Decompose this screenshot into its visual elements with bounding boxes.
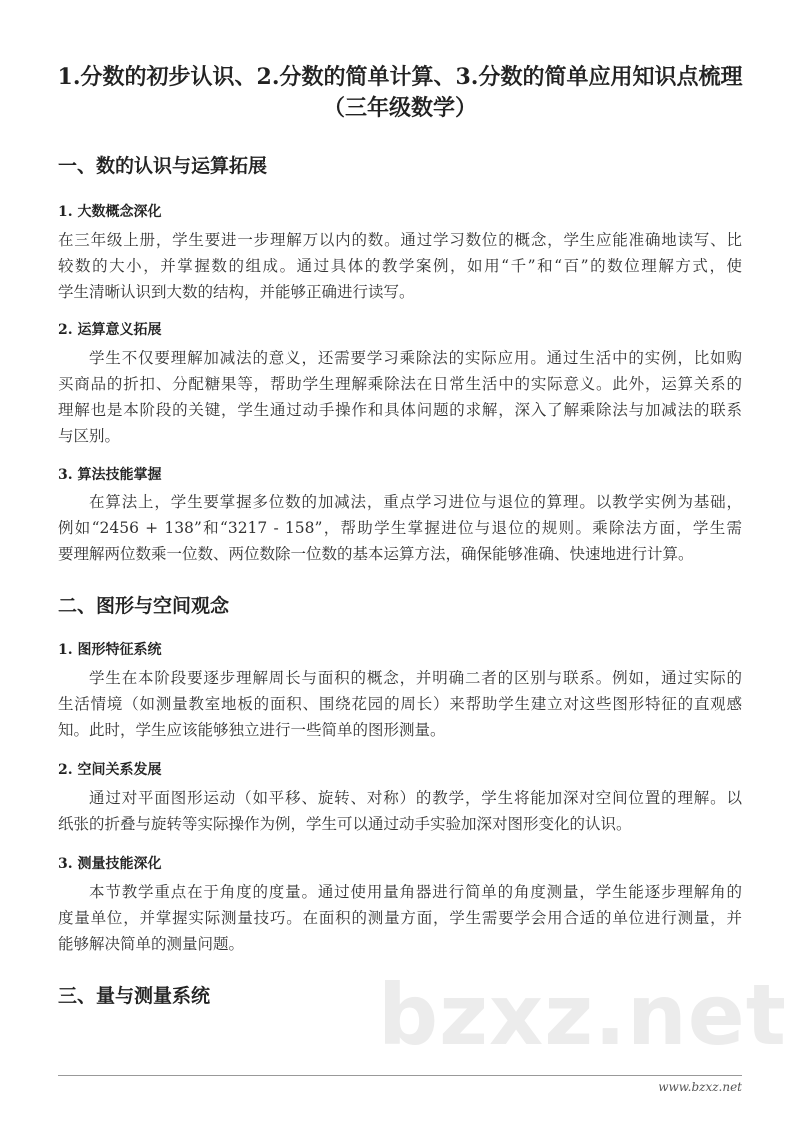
paragraph [58,879,742,957]
paragraph-line: 要理解两位数乘一位数、两位数除一位数的基本运算方法，确保能够准确、快速地进行计算。 [58,545,694,563]
paragraph-line: 通过对平面图形运动（如平移、旋转、对称）的教学，学生将能加深对空间位置的理解。以 [89,789,742,807]
paragraph-line: 理解也是本阶段的关键，学生通过动手操作和具体问题的求解，深入了解乘除法与加减法的联系 [58,401,742,419]
paragraph-line: 买商品的折扣、分配糖果等，帮助学生理解乘除法在日常生活中的实际意义。此外，运算关系的 [58,375,742,393]
subsection-heading: 2. 空间关系发展 [58,762,162,778]
document-subtitle: （三年级数学） [322,95,477,121]
paragraph-line: 与区别。 [58,427,121,445]
section-heading: 三、量与测量系统 [58,985,211,1007]
paragraph-line: 纸张的折叠与旋转等实际操作为例，学生可以通过动手实验加深对图形变化的认识。 [58,815,632,833]
paragraph-line: 本节教学重点在于角度的度量。通过使用量角器进行简单的角度测量，学生能逐步理解角的 [89,883,742,901]
paragraph [58,665,742,743]
subsection-heading: 1. 图形特征系统 [58,642,162,658]
paragraph-line: 学生不仅要理解加减法的意义，还需要学习乘除法的实际应用。通过生活中的实例，比如购 [89,349,742,367]
subsection-heading: 1. 大数概念深化 [58,204,162,220]
paragraph-line: 例如“2456 + 138”和“3217 - 158”，帮助学生掌握进位与退位的规则。乘除法方面，学生需 [58,519,742,537]
section-heading: 二、图形与空间观念 [58,595,230,617]
footer-divider [58,1075,742,1076]
paragraph-line: 知。此时，学生应该能够独立进行一些简单的图形测量。 [58,721,446,739]
paragraph [58,785,742,837]
footer-url: www.bzxz.net [658,1080,742,1094]
subsection-heading: 3. 算法技能掌握 [58,467,162,483]
paragraph [58,227,742,305]
paragraph-line: 学生在本阶段要逐步理解周长与面积的概念，并明确二者的区别与联系。例如，通过实际的 [89,669,742,687]
watermark-logo: bzxz.net [378,966,787,1064]
paragraph-line: 能够解决简单的测量问题。 [58,935,245,953]
paragraph-line: 在三年级上册，学生要进一步理解万以内的数。通过学习数位的概念，学生应能准确地读写、比 [58,231,742,249]
document-title: 1.分数的初步认识、2.分数的简单计算、3.分数的简单应用知识点梳理 [57,64,743,90]
section-heading: 一、数的认识与运算拓展 [58,155,268,177]
paragraph [58,489,742,567]
paragraph-line: 较数的大小，并掌握数的组成。通过具体的教学案例，如用“千”和“百”的数位理解方式，使 [58,257,742,275]
paragraph-line: 度量单位，并掌握实际测量技巧。在面积的测量方面，学生需要学会用合适的单位进行测量，并 [58,909,742,927]
paragraph-line: 在算法上，学生要掌握多位数的加减法，重点学习进位与退位的算理。以教学实例为基础， [89,493,742,511]
paragraph-line: 学生清晰认识到大数的结构，并能够正确进行读写。 [58,283,415,301]
paragraph [58,345,742,449]
paragraph-line: 生活情境（如测量教室地板的面积、围绕花园的周长）来帮助学生建立对这些图形特征的直观感 [58,695,742,713]
subsection-heading: 2. 运算意义拓展 [58,322,162,338]
subsection-heading: 3. 测量技能深化 [58,856,162,872]
